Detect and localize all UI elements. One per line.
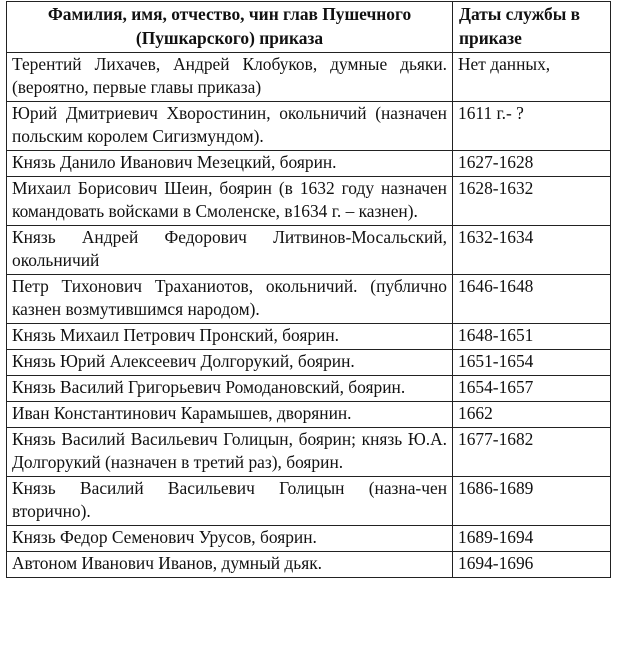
table-row xyxy=(7,275,611,324)
person-cell: Князь Федор Семенович Урусов, боярин. xyxy=(7,526,453,552)
person-cell: Князь Юрий Алексеевич Долгорукий, боярин. xyxy=(7,350,453,376)
dates-cell: 1677-1682 xyxy=(453,428,611,477)
dates-cell: 1632-1634 xyxy=(453,226,611,275)
person-cell: Князь Данило Иванович Мезецкий, боярин. xyxy=(7,151,453,177)
dates-cell: 1611 г.- ? xyxy=(453,102,611,151)
person-cell: Князь Василий Васильевич Голицын, боярин; князь Ю.А. Долгорукий (назначен в третий раз), боярин. xyxy=(7,428,453,477)
header-row xyxy=(7,2,611,53)
table-row xyxy=(7,477,611,526)
table-row xyxy=(7,402,611,428)
dates-cell: 1689-1694 xyxy=(453,526,611,552)
dates-cell: 1646-1648 xyxy=(453,275,611,324)
table-row xyxy=(7,376,611,402)
dates-cell: 1662 xyxy=(453,402,611,428)
header-name-column: Фамилия, имя, отчество, чин глав Пушечного (Пушкарского) приказа xyxy=(7,2,453,53)
person-cell: Терентий Лихачев, Андрей Клобуков, думные дьяки. (вероятно, первые главы приказа) xyxy=(7,53,453,102)
dates-cell: 1651-1654 xyxy=(453,350,611,376)
person-cell: Князь Василий Григорьевич Ромодановский, боярин. xyxy=(7,376,453,402)
table-row xyxy=(7,53,611,102)
table-row xyxy=(7,350,611,376)
person-cell: Князь Андрей Федорович Литвинов-Мосальский, окольничий xyxy=(7,226,453,275)
person-cell: Юрий Дмитриевич Хворостинин, окольничий (назначен польским королем Сигизмундом). xyxy=(7,102,453,151)
dates-cell: 1694-1696 xyxy=(453,552,611,578)
person-cell: Иван Константинович Карамышев, дворянин. xyxy=(7,402,453,428)
table-row xyxy=(7,526,611,552)
table-row xyxy=(7,102,611,151)
table-row xyxy=(7,552,611,578)
dates-cell: 1648-1651 xyxy=(453,324,611,350)
dates-cell: 1686-1689 xyxy=(453,477,611,526)
heads-table xyxy=(6,1,611,578)
table-row xyxy=(7,324,611,350)
dates-cell: Нет данных, xyxy=(453,53,611,102)
dates-cell: 1654-1657 xyxy=(453,376,611,402)
person-cell: Князь Василий Васильевич Голицын (назна-чен вторично). xyxy=(7,477,453,526)
dates-cell: 1628-1632 xyxy=(453,177,611,226)
table-body xyxy=(7,53,611,578)
header-dates-column: Даты службы в приказе xyxy=(453,2,611,53)
table-row xyxy=(7,151,611,177)
table-row xyxy=(7,428,611,477)
table-row xyxy=(7,177,611,226)
table-row xyxy=(7,226,611,275)
person-cell: Автоном Иванович Иванов, думный дьяк. xyxy=(7,552,453,578)
person-cell: Князь Михаил Петрович Пронский, боярин. xyxy=(7,324,453,350)
person-cell: Михаил Борисович Шеин, боярин (в 1632 году назначен командовать войсками в Смоленске, в1634 г. – казнен). xyxy=(7,177,453,226)
person-cell: Петр Тихонович Траханиотов, окольничий. (публично казнен возмутившимся народом). xyxy=(7,275,453,324)
dates-cell: 1627-1628 xyxy=(453,151,611,177)
